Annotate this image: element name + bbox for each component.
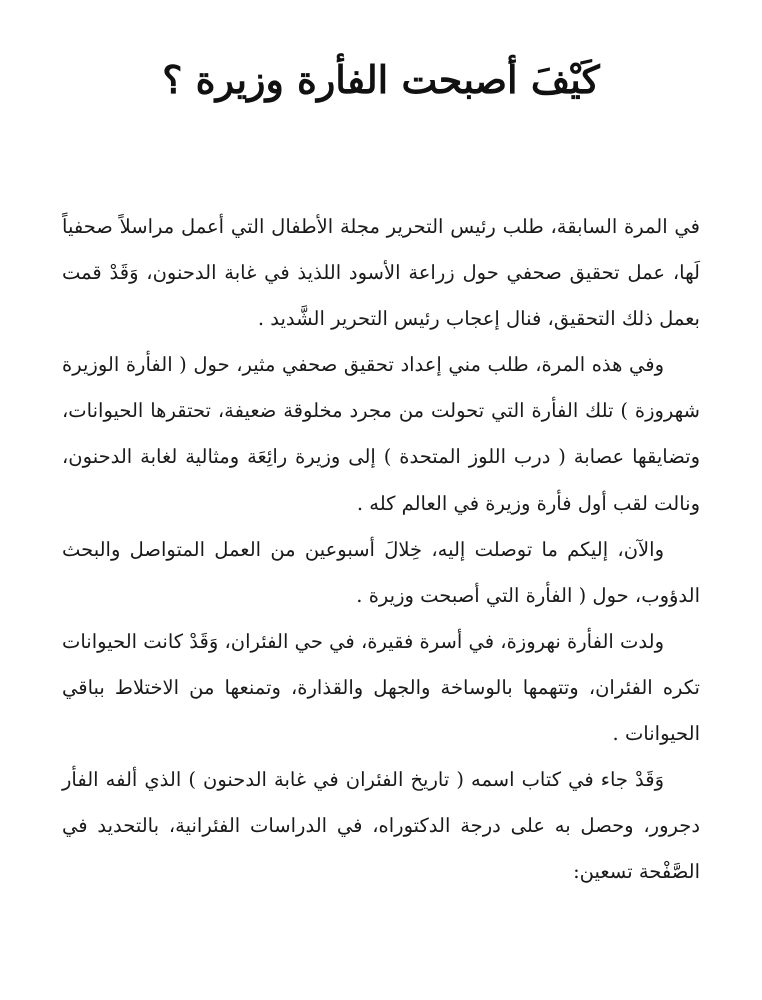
- page-title: كَيْفَ أصبحت الفأرة وزيرة ؟: [162, 57, 600, 102]
- story-body: [62, 204, 700, 895]
- paragraph-4: ولدت الفأرة نهروزة، في أسرة فقيرة، في حي الفئران، وَقَدْ كانت الحيوانات تكره الفئران، وتتهمها بالوساخة والجهل والقذارة، وتمنعها من الاختلاط بباقي الحيوانات .: [62, 629, 700, 746]
- paragraph-3: والآن، إليكم ما توصلت إليه، خِلالَ أسبوعين من العمل المتواصل والبحث الدؤوب، حول ( الفأرة التي أصبحت وزيرة .: [62, 537, 700, 607]
- paragraph-1: في المرة السابقة، طلب رئيس التحرير مجلة الأطفال التي أعمل مراسلاً صحفياً لَها، عمل تحقيق صحفي حول زراعة الأسود اللذيذ في غابة الدحنون، وَقَدْ قمت بعمل ذلك التحقيق، فنال إعجاب رئيس التحرير الشَّديد .: [62, 215, 700, 331]
- paragraph-2: وفي هذه المرة، طلب مني إعداد تحقيق صحفي مثير، حول ( الفأرة الوزيرة شهروزة ) تلك الفأرة التي تحولت من مجرد مخلوقة ضعيفة، تحتقرها الحيوانات، وتضايقها عصابة ( درب اللوز المتحدة ) إلى وزيرة رائِعَة ومثالية لغابة الدحنون، ونالت لقب أول فأرة وزيرة في العالم كله .: [62, 353, 700, 515]
- paragraph-5: وَقَدْ جاء في كتاب اسمه ( تاريخ الفئران في غابة الدحنون ) الذي ألفه الفأر دجرور، وحصل به على درجة الدكتوراه، في الدراسات الفئرانية، بالتحديد في الصَّفْحة تسعين:: [62, 768, 700, 884]
